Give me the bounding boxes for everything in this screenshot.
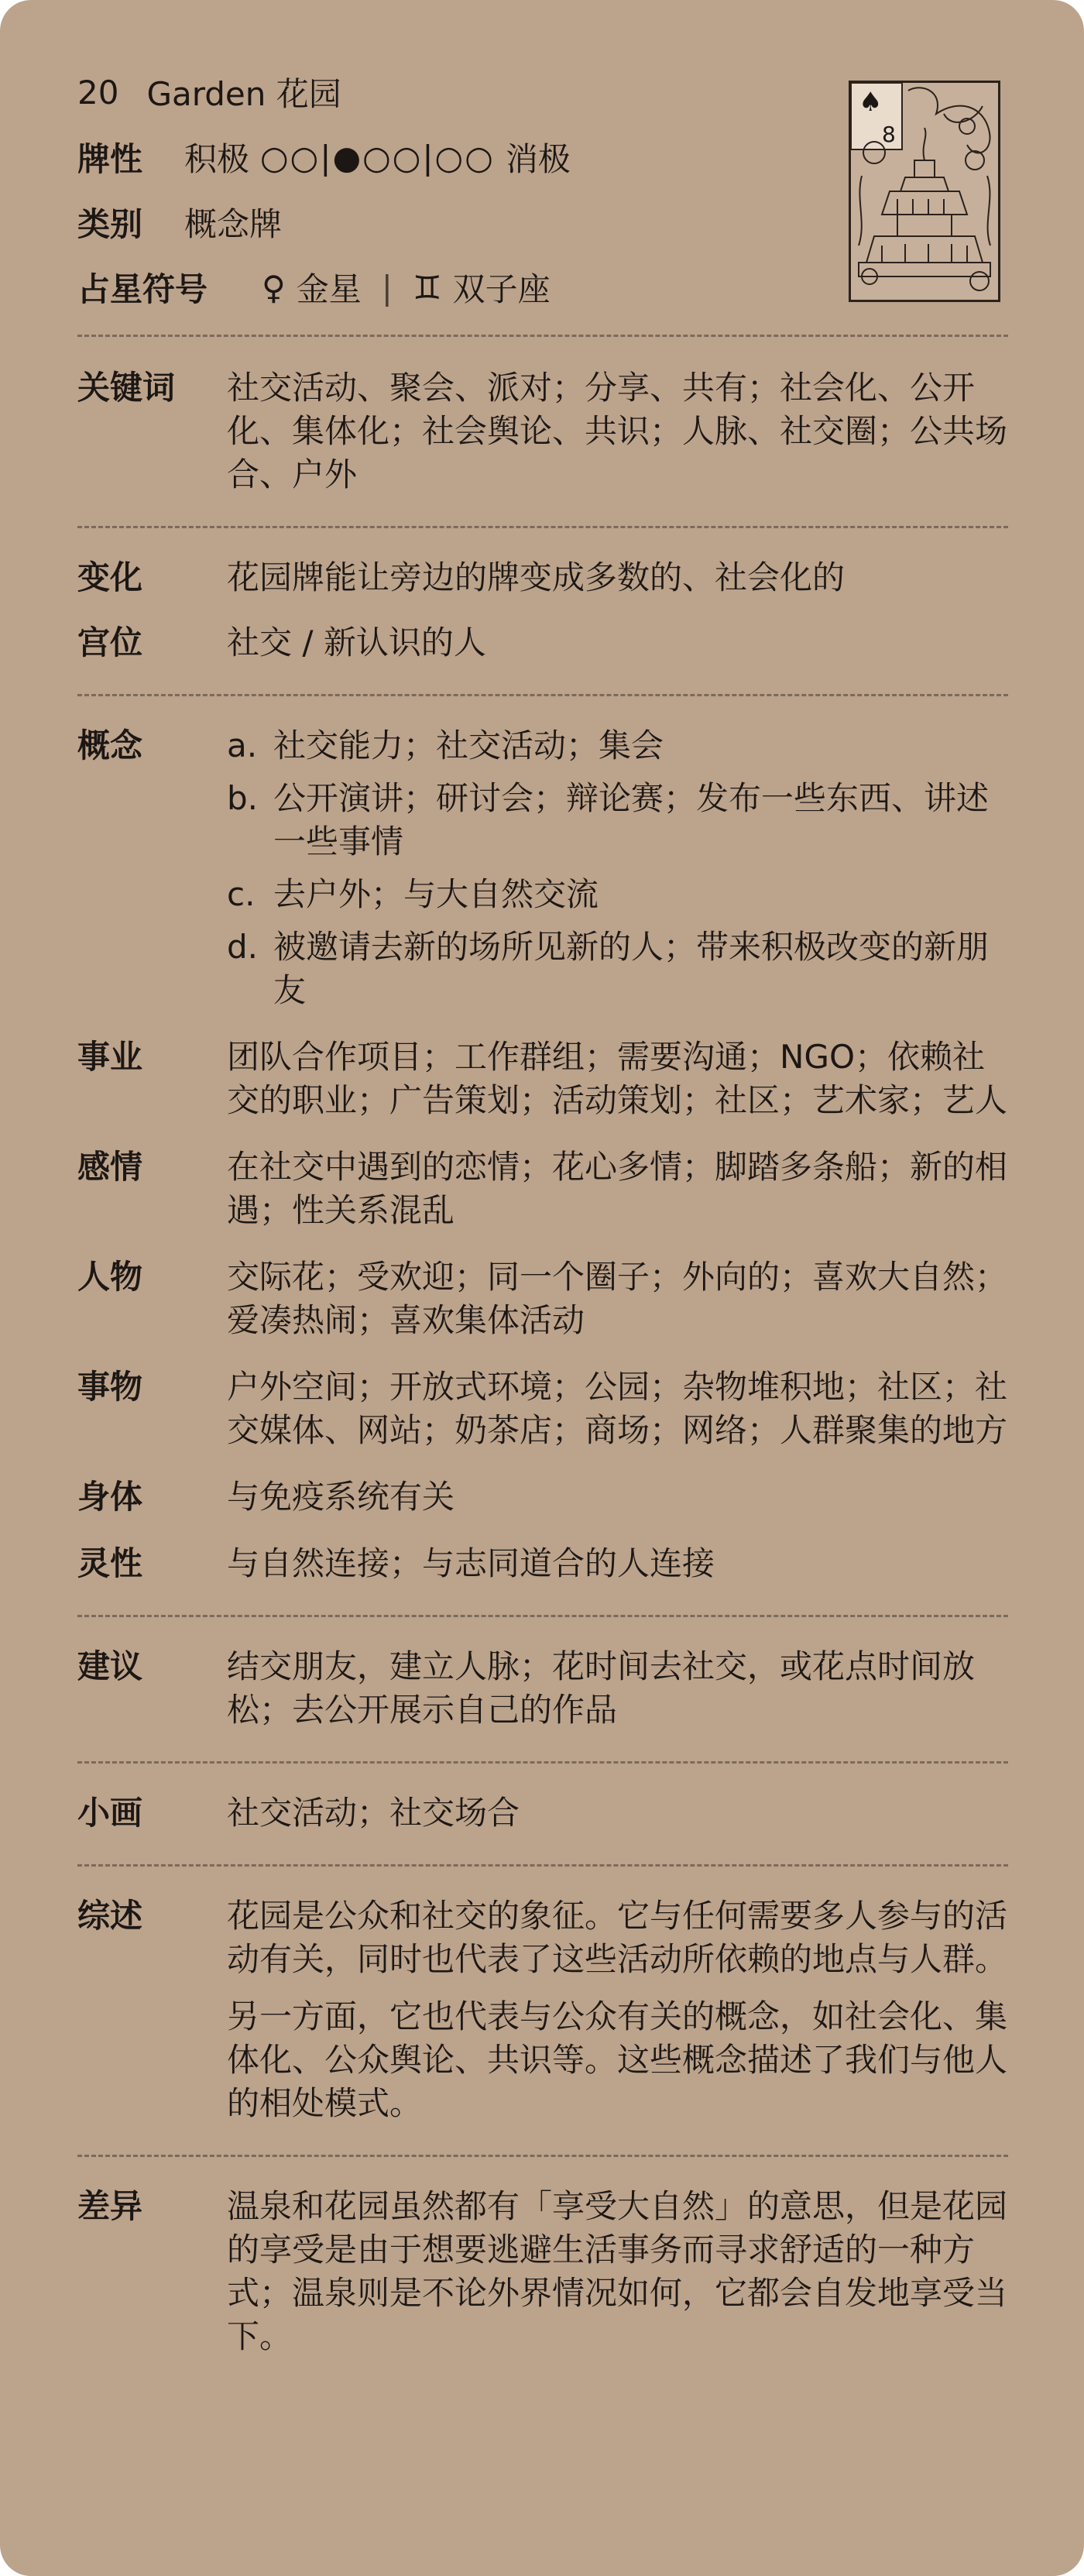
concept-marker: b. [227, 779, 259, 817]
change-house-section [77, 528, 1008, 694]
picture-label: 小画 [77, 1794, 143, 1832]
advice-label: 建议 [77, 1647, 143, 1685]
things-text: 户外空间；开放式环境；公园；杂物堆积地；社区；社交媒体、网站；奶茶店；商场；网络；人群聚集的地方 [227, 1368, 1008, 1449]
picture-text: 社交活动；社交场合 [227, 1794, 520, 1832]
summary-body [227, 1894, 1008, 2125]
concept-details-section [77, 696, 1008, 1615]
body-text: 与免疫系统有关 [227, 1478, 455, 1516]
category-label: 类别 [77, 205, 143, 243]
category-value: 概念牌 [184, 205, 283, 243]
summary-paragraph: 另一方面，它也代表与公众有关的概念，如社会化、集体化、公众舆论、共识等。这些概念描述了我们与他人的相处模式。 [227, 1997, 1008, 2122]
love-label: 感情 [77, 1148, 143, 1186]
astro-separator: | [381, 268, 393, 307]
career-text: 团队合作项目；工作群组；需要沟通；NGO；依赖社交的职业；广告策划；活动策划；社区；艺术家；艺人 [227, 1038, 1008, 1119]
concept-text: 去户外；与大自然交流 [273, 875, 599, 913]
concept-label: 概念 [77, 726, 143, 764]
person-text: 交际花；受欢迎；同一个圈子；外向的；喜欢大自然；爱凑热闹；喜欢集体活动 [227, 1258, 1008, 1339]
picture-section [77, 1764, 1008, 1864]
planet-name: 金星 [296, 270, 362, 308]
keywords-section [77, 337, 1008, 526]
things-label: 事物 [77, 1368, 143, 1406]
spade-icon: ♠ [859, 87, 883, 118]
summary-section [77, 1867, 1008, 2155]
house-label: 宫位 [77, 623, 143, 661]
advice-text: 结交朋友，建立人脉；花时间去社交，或花点时间放松；去公开展示自己的作品 [227, 1647, 976, 1729]
concept-item [227, 873, 1008, 916]
polarity-label: 牌性 [77, 140, 143, 178]
difference-section [77, 2157, 1008, 2388]
change-label: 变化 [77, 558, 143, 596]
change-text: 花园牌能让旁边的牌变成多数的、社会化的 [227, 558, 846, 596]
gemini-icon: ♊ [412, 268, 442, 307]
polarity-right: 消极 [505, 140, 571, 178]
difference-text: 温泉和花园虽然都有「享受大自然」的意思，但是花园的享受是由于想要逃避生活事务而寻求舒适的一种方式；温泉则是不论外界情况如何，它都会自发地享受当下。 [227, 2187, 1008, 2355]
concept-marker: a. [227, 726, 258, 764]
polarity-scale: ○○|●○○|○○ [260, 138, 495, 177]
love-text: 在社交中遇到的恋情；花心多情；脚踏多条船；新的相遇；性关系混乱 [227, 1148, 1008, 1229]
body-label: 身体 [77, 1478, 143, 1516]
keywords-text: 社交活动、聚会、派对；分享、共有；社会化、公开化、集体化；社会舆论、共识；人脉、社交圈；公共场合、户外 [227, 369, 1008, 493]
sign-name: 双子座 [452, 270, 551, 308]
keywords-label: 关键词 [77, 369, 176, 407]
concept-item [227, 926, 1008, 1012]
concept-marker: d. [227, 928, 259, 966]
difference-label: 差异 [77, 2187, 143, 2225]
concept-item [227, 777, 1008, 864]
house-text: 社交 / 新认识的人 [227, 623, 486, 661]
spirit-label: 灵性 [77, 1544, 143, 1582]
career-label: 事业 [77, 1038, 143, 1076]
concept-item [227, 724, 1008, 768]
concept-text: 被邀请去新的场所见新的人；带来积极改变的新朋友 [273, 928, 990, 1009]
polarity-left: 积极 [184, 140, 250, 178]
lenormand-card-illustration [849, 81, 1000, 302]
summary-paragraph: 花园是公众和社交的象征。它与任何需要多人参与的活动有关，同时也代表了这些活动所依赖的地点与人群。 [227, 1897, 1008, 1978]
card-name: Garden 花园 [146, 75, 341, 113]
concept-list [227, 724, 1008, 1012]
concept-text: 公开演讲；研讨会；辩论赛；发布一些东西、讲述一些事情 [273, 779, 990, 860]
astro-values [262, 264, 551, 311]
garden-card-drawing [851, 83, 998, 300]
summary-label: 综述 [77, 1897, 143, 1935]
concept-marker: c. [227, 875, 256, 913]
concept-text: 社交能力；社交活动；集会 [273, 726, 664, 764]
venus-icon: ♀ [262, 268, 286, 307]
person-label: 人物 [77, 1258, 143, 1296]
card-rank: 8 [882, 122, 896, 147]
advice-section [77, 1617, 1008, 1761]
spirit-text: 与自然连接；与志同道合的人连接 [227, 1544, 715, 1582]
astro-label: 占星符号 [77, 270, 208, 308]
card-number: 20 [77, 73, 119, 112]
